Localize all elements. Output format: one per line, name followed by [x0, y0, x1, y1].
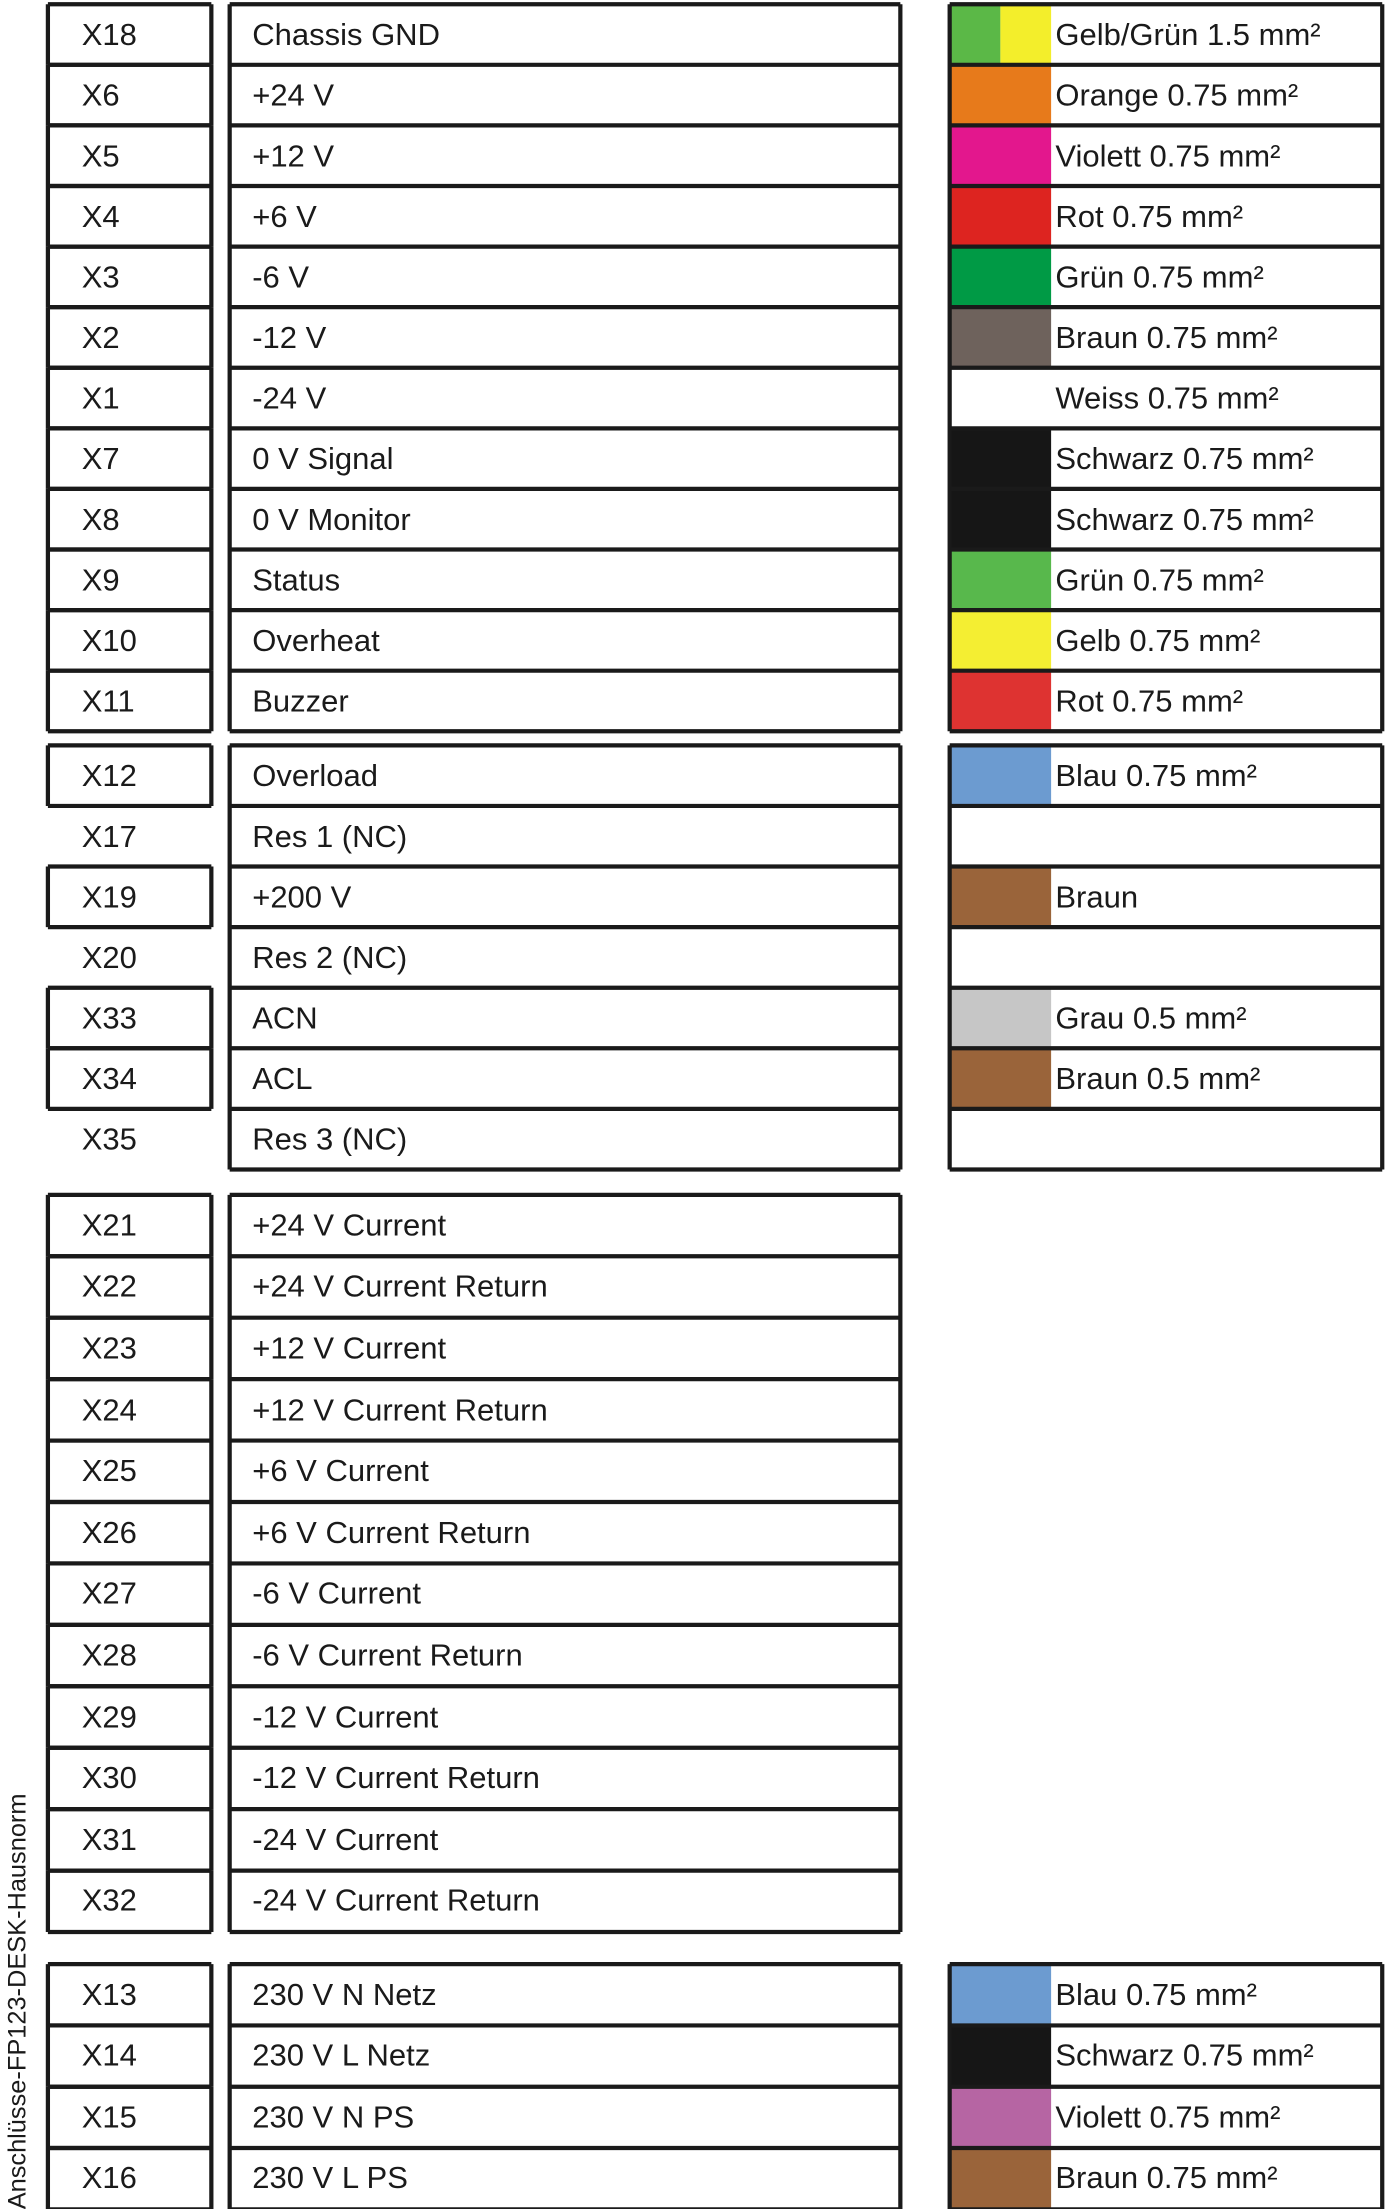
terminal-label-text: X15 [81, 2099, 137, 2135]
wire-label [950, 550, 1383, 611]
signal-label [230, 610, 901, 671]
terminal-label [48, 1318, 211, 1379]
signal-label-text: Res 2 (NC) [252, 939, 408, 975]
wire-label [950, 610, 1383, 671]
terminal-label [48, 186, 211, 247]
signal-label-text: 0 V Signal [252, 440, 394, 476]
terminal-label [48, 1809, 211, 1870]
signal-label-text: -12 V [252, 319, 327, 355]
signal-label [230, 1502, 901, 1563]
terminal-label-text: X21 [81, 1207, 137, 1243]
signal-label [230, 1871, 901, 1932]
terminal-label [48, 1748, 211, 1809]
wire-label-text: Braun 0.5 mm² [1055, 1060, 1261, 1096]
terminal-label [48, 1686, 211, 1747]
terminal-label [48, 1964, 211, 2025]
terminal-label-text: X4 [81, 197, 120, 234]
terminal-label [48, 125, 211, 186]
signal-label [230, 745, 901, 806]
terminal-label-text: X8 [81, 500, 120, 537]
signal-label [230, 1109, 901, 1170]
terminal-label [48, 1563, 211, 1624]
terminal-label-text: X27 [81, 1575, 137, 1612]
wire-label [950, 65, 1383, 126]
wire-label [950, 428, 1383, 489]
terminal-label-text: X23 [81, 1330, 137, 1366]
terminal-label-text: X24 [81, 1391, 137, 1427]
wire-label [950, 307, 1383, 368]
signal-label [230, 428, 901, 489]
wire-label-text: Schwarz 0.75 mm² [1055, 2037, 1314, 2073]
terminal-label [48, 745, 211, 806]
wire-label [950, 988, 1383, 1049]
terminal-label-text: X18 [81, 16, 137, 52]
signal-label [230, 1318, 901, 1379]
wire-label-text: Grün 0.75 mm² [1055, 258, 1264, 294]
terminal-label [48, 2148, 211, 2209]
signal-label-text: +12 V Current [252, 1330, 447, 1366]
signal-label [230, 1809, 901, 1870]
terminal-label [48, 1871, 211, 1932]
wire-label [950, 368, 1383, 429]
terminal-label [48, 1256, 211, 1317]
signal-label-text: -6 V [252, 258, 310, 294]
signal-label-text: +6 V Current [252, 1452, 429, 1489]
terminal-label [48, 867, 211, 928]
terminal-label-text: X12 [81, 757, 137, 793]
wire-label-text: Rot 0.75 mm² [1055, 682, 1244, 718]
signal-label [230, 1379, 901, 1440]
signal-label [230, 1625, 901, 1686]
signal-label-text: -24 V Current Return [252, 1882, 540, 1919]
terminal-label-text: X17 [81, 817, 137, 854]
signal-label-text: Res 3 (NC) [252, 1120, 408, 1157]
terminal-label [48, 247, 211, 308]
wire-label-text: Gelb 0.75 mm² [1055, 622, 1261, 658]
terminal-label-text: X13 [81, 1976, 137, 2012]
signal-label-text: ACN [252, 999, 318, 1035]
terminal-label-text: X2 [81, 319, 120, 355]
signal-label-text: Buzzer [252, 682, 349, 718]
side-label: Anschlüsse-FP123-DESK-Hausnorm [2, 1793, 31, 2209]
terminal-label [48, 307, 211, 368]
wire-label-text: Blau 0.75 mm² [1055, 1976, 1257, 2012]
signal-label-text: +6 V Current Return [252, 1514, 531, 1550]
signal-label-text: +6 V [252, 197, 317, 234]
signal-label-text: -24 V Current [252, 1821, 439, 1857]
wire-label-text: Blau 0.75 mm² [1055, 757, 1257, 793]
wire-label [950, 125, 1383, 186]
terminal-label-text: X11 [81, 682, 135, 718]
signal-label-text: -12 V Current [252, 1698, 439, 1734]
terminal-label-text: X32 [81, 1882, 137, 1919]
signal-label-text: +24 V Current [252, 1207, 447, 1243]
terminal-label [48, 988, 211, 1049]
terminal-label [48, 1048, 211, 1109]
signal-label [230, 489, 901, 550]
signal-label-text: Chassis GND [252, 16, 440, 52]
signal-label [230, 988, 901, 1049]
wire-label [950, 1048, 1383, 1109]
signal-label [230, 1441, 901, 1502]
signal-label-text: -6 V Current Return [252, 1637, 523, 1673]
signal-label-text: Status [252, 561, 341, 597]
signal-label-text: +12 V [252, 137, 335, 173]
terminal-label-text: X35 [81, 1120, 137, 1157]
terminal-label-text: X20 [81, 939, 137, 975]
terminal-label [48, 2087, 211, 2148]
signal-label-text: +24 V [252, 76, 335, 113]
wire-label [950, 489, 1383, 550]
signal-label [230, 2148, 901, 2209]
signal-label [230, 1256, 901, 1317]
signal-label [230, 2087, 901, 2148]
wire-label-text: Violett 0.75 mm² [1055, 2099, 1281, 2135]
terminal-label [48, 550, 211, 611]
terminal-label [48, 4, 211, 65]
signal-label [230, 806, 901, 867]
wire-label [950, 4, 1383, 65]
terminal-label-text: X31 [81, 1821, 137, 1857]
signal-label [230, 125, 901, 186]
wire-label-text: Orange 0.75 mm² [1055, 76, 1299, 113]
signal-label-text: -12 V Current Return [252, 1760, 540, 1796]
signal-label [230, 186, 901, 247]
signal-label [230, 867, 901, 928]
terminal-label-text: X6 [81, 76, 120, 113]
signal-label [230, 65, 901, 126]
wire-label-text: Schwarz 0.75 mm² [1055, 440, 1314, 476]
terminal-label-text: X16 [81, 2160, 137, 2196]
terminal-label [48, 1625, 211, 1686]
terminal-label-text: X19 [81, 878, 137, 914]
wire-label-text: Rot 0.75 mm² [1055, 197, 1244, 234]
signal-label-text: +24 V Current Return [252, 1268, 548, 1304]
wire-label-text: Grün 0.75 mm² [1055, 561, 1264, 597]
signal-label-text: +200 V [252, 878, 352, 914]
signal-label-text: 230 V N Netz [252, 1976, 437, 2012]
terminal-label [48, 610, 211, 671]
terminal-label-text: X30 [81, 1760, 137, 1796]
signal-label [230, 1748, 901, 1809]
terminal-label-text: X22 [81, 1268, 137, 1304]
wire-label-text: Braun [1055, 878, 1139, 914]
signal-label [230, 368, 901, 429]
signal-label [230, 2025, 901, 2086]
signal-label-text: 230 V L PS [252, 2160, 408, 2196]
signal-label-text: Overheat [252, 622, 380, 658]
wire-label [950, 2148, 1383, 2209]
terminal-label [48, 806, 211, 867]
signal-label-text: Overload [252, 757, 379, 793]
terminal-label-text: X28 [81, 1637, 137, 1673]
terminal-label [48, 1502, 211, 1563]
wire-label [950, 671, 1383, 732]
wire-label [950, 867, 1383, 928]
terminal-label [48, 368, 211, 429]
signal-label [230, 1964, 901, 2025]
wire-label-text: Weiss 0.75 mm² [1055, 379, 1279, 415]
wire-label-text: Violett 0.75 mm² [1055, 137, 1281, 173]
signal-label-text: -6 V Current [252, 1575, 422, 1612]
wire-label [950, 2025, 1383, 2086]
terminal-label [48, 2025, 211, 2086]
wire-label-text: Braun 0.75 mm² [1055, 2160, 1278, 2196]
signal-label [230, 1048, 901, 1109]
signal-label [230, 247, 901, 308]
signal-label [230, 1563, 901, 1624]
wire-label [950, 1964, 1383, 2025]
terminal-label [48, 65, 211, 126]
wire-label-text: Grau 0.5 mm² [1055, 999, 1247, 1035]
signal-label-text: ACL [252, 1060, 313, 1096]
terminal-label [48, 927, 211, 988]
terminal-label [48, 1195, 211, 1256]
terminal-label-text: X1 [81, 379, 120, 415]
signal-label-text: 230 V L Netz [252, 2037, 431, 2073]
signal-label-text: Res 1 (NC) [252, 817, 408, 854]
terminal-label-text: X34 [81, 1060, 137, 1096]
wire-label [950, 247, 1383, 308]
signal-label-text: +12 V Current Return [252, 1391, 548, 1427]
signal-label [230, 927, 901, 988]
terminal-label-text: X25 [81, 1452, 137, 1489]
signal-label [230, 4, 901, 65]
signal-label [230, 307, 901, 368]
signal-label [230, 1195, 901, 1256]
signal-label [230, 550, 901, 611]
terminal-label-text: X29 [81, 1698, 137, 1734]
terminal-label [48, 1109, 211, 1170]
wire-label-text: Gelb/Grün 1.5 mm² [1055, 16, 1321, 52]
terminal-label-text: X5 [81, 137, 120, 173]
terminal-label [48, 1441, 211, 1502]
terminal-label-text: X14 [81, 2037, 137, 2073]
terminal-label-text: X26 [81, 1514, 137, 1550]
wire-label [950, 745, 1383, 806]
signal-label-text: 0 V Monitor [252, 500, 411, 537]
signal-label [230, 1686, 901, 1747]
wire-label [950, 186, 1383, 247]
terminal-label-text: X7 [81, 440, 120, 476]
terminal-label [48, 671, 211, 732]
wire-label-text: Schwarz 0.75 mm² [1055, 500, 1314, 537]
terminal-label [48, 1379, 211, 1440]
signal-label-text: -24 V [252, 379, 327, 415]
terminal-label-text: X3 [81, 258, 120, 294]
terminal-label-text: X10 [81, 622, 137, 658]
wire-label [950, 2087, 1383, 2148]
signal-label-text: 230 V N PS [252, 2099, 415, 2135]
terminal-label [48, 428, 211, 489]
terminal-label-text: X9 [81, 561, 120, 597]
wire-label-text: Braun 0.75 mm² [1055, 319, 1278, 355]
terminal-label-text: X33 [81, 999, 137, 1035]
signal-label [230, 671, 901, 732]
terminal-label [48, 489, 211, 550]
